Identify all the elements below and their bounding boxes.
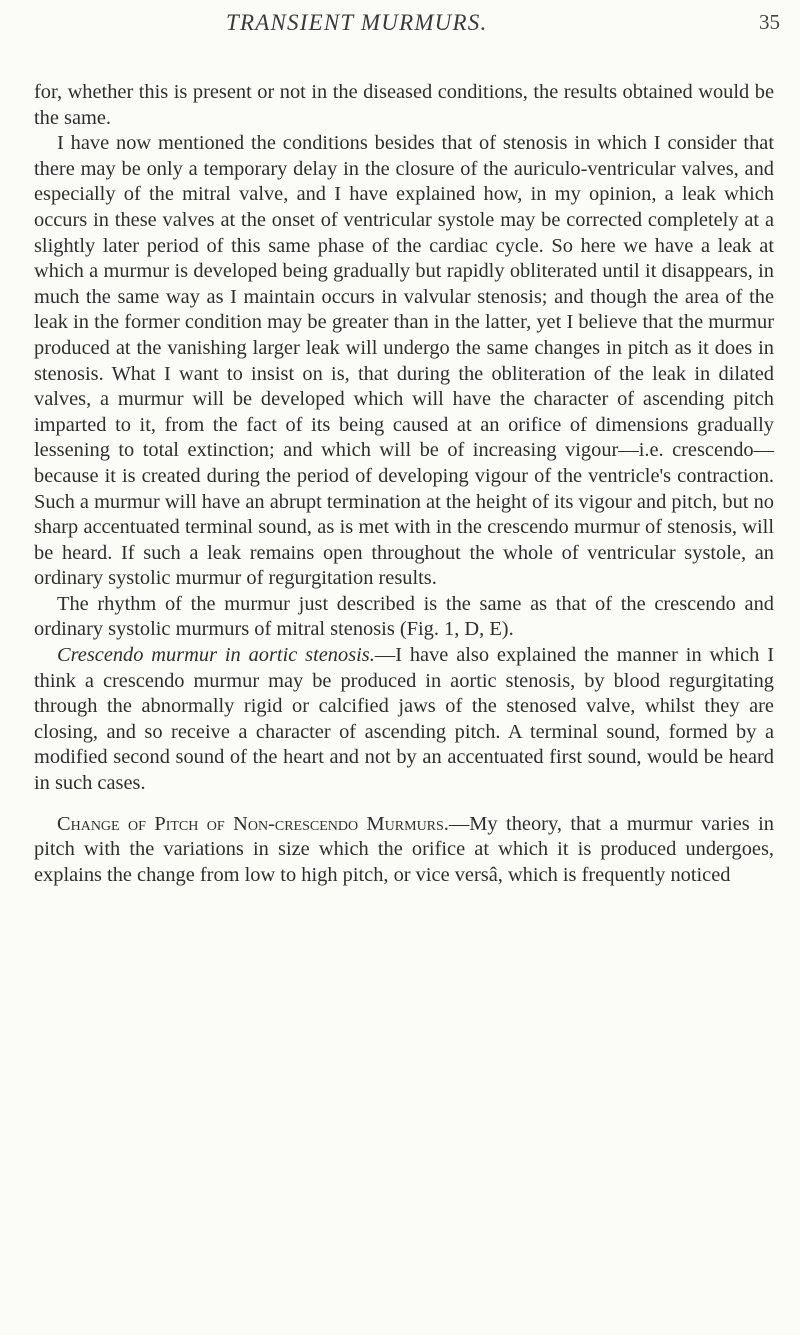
paragraph-aortic-text: —I have also explained the manner in which I think a crescendo murmur may be produced in aortic stenosis, by blood regurgitating through the abnormally rigid or calcified jaws of the stenosed valve, whilst they are closing, and so receive a character of ascending pitch. A terminal sound, formed by a modified second sound of the heart and not by an accentuated first sound, would be heard in such cases.: [34, 644, 774, 795]
running-head: [0, 6, 800, 46]
paragraph-rhythm: The rhythm of the murmur just described is the same as that of the crescendo and ordinary systolic murmurs of mitral stenosis (Fig. 1, D, E).: [34, 592, 774, 641]
paragraph-pitch-text: —My theory, that a murmur varies in pitch with the variations in size which the orifice at which it is produced undergoes, explains the change from low to high pitch, or vice versâ, which is frequently noticed: [34, 812, 774, 886]
page-number: 35: [759, 10, 780, 34]
paragraph-continued: for, whether this is present or not in the diseased conditions, the results obtained would be the same.: [34, 81, 774, 129]
paragraph-aortic-stenosis: [34, 643, 774, 797]
paragraph-transient-delay: I have now mentioned the conditions besides that of stenosis in which I consider that there may be only a temporary delay in the closure of the auriculo-ventricular valves, and especially of the mitral valve, and I have explained how, in my opinion, a leak which occurs in these valves at the onset of ventricular systole may be corrected completely at a slightly later period of this same phase of the cardiac cycle. So here we have a leak at which a murmur is developed being gradually but rapidly obliterated until it disappears, in much the same way as I maintain occurs in valvular stenosis; and though the area of the leak in the former condition may be greater than in the latter, yet I believe that the murmur produced at the vanishing larger leak will undergo the same changes in pitch as it does in stenosis. What I want to insist on is, that during the obliteration of the leak in dilated valves, a murmur will be developed which will have the character of ascending pitch imparted to it, from the fact of its being caused at an orifice of dimensions gradually lessening to total extinction; and which will be of increasing vigour—i.e. crescendo—because it is created during the period of developing vigour of the ventricle's contraction. Such a murmur will have an abrupt termination at the height of its vigour and pitch, but no sharp accentuated terminal sound, as is met with in the crescendo murmur of stenosis, will be heard. If such a leak remains open throughout the whole of ventricular systole, an ordinary systolic murmur of regurgitation results.: [34, 132, 774, 590]
paragraph-change-of-pitch: [34, 812, 774, 889]
body-text: [34, 80, 774, 888]
section-heading-aortic: Crescendo murmur in aortic stenosis.: [57, 644, 375, 667]
running-title: TRANSIENT MURMURS.: [226, 10, 488, 35]
section-heading-pitch: Change of Pitch of Non-crescendo Murmurs.: [57, 812, 449, 835]
